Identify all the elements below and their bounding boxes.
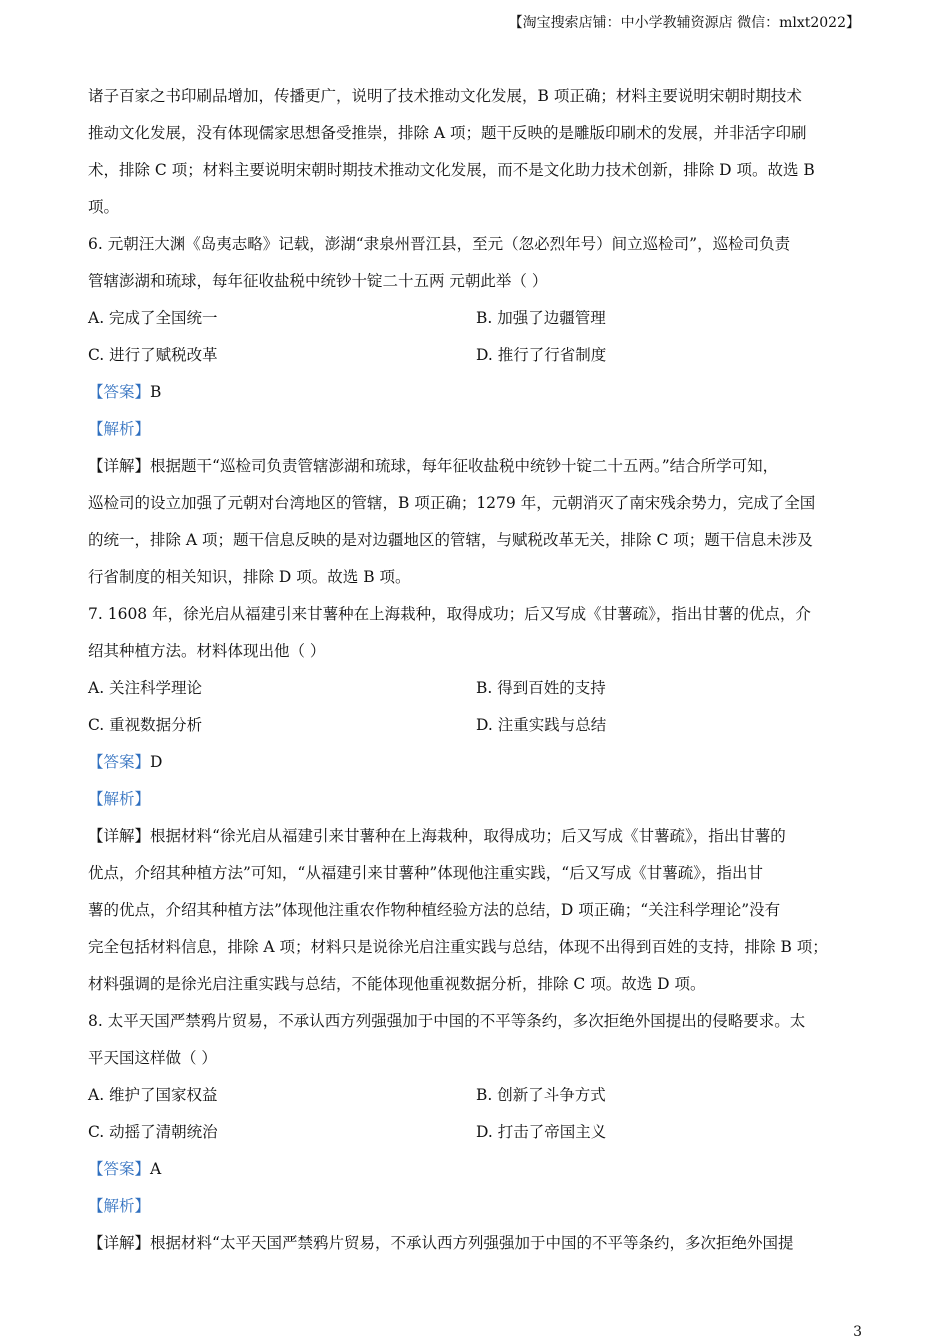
text-line: 术，排除 C 项；材料主要说明宋朝时期技术推动文化发展，而不是文化助力技术创新，排除 D 项。故选 B: [88, 161, 815, 179]
text-line: 诸子百家之书印刷品增加，传播更广，说明了技术推动文化发展，B 项正确；材料主要说明宋朝时期技术: [88, 87, 802, 105]
analysis-label: 【解析】: [88, 1197, 151, 1215]
answer-label: 【答案】: [88, 1160, 151, 1178]
detail-line: 薯的优点，介绍其种植方法”体现他注重农作物种植经验方法的总结，D 项正确；“关注科学理论”没有: [88, 901, 781, 919]
analysis-label: 【解析】: [88, 790, 151, 808]
detail-line: 材料强调的是徐光启注重实践与总结，不能体现他重视数据分析，排除 C 项。故选 D 项。: [88, 975, 706, 993]
text-line: 推动文化发展，没有体现儒家思想备受推崇，排除 A 项；题干反映的是雕版印刷术的发展，并非活字印刷: [88, 124, 807, 142]
options-row: [88, 300, 864, 337]
option-d: D. 打击了帝国主义: [476, 1123, 607, 1141]
option-a: A. 关注科学理论: [88, 679, 203, 697]
options-row: [88, 707, 864, 744]
detail-line: 行省制度的相关知识，排除 D 项。故选 B 项。: [88, 568, 411, 586]
answer-label: 【答案】: [88, 383, 151, 401]
answer-line: [88, 744, 864, 781]
detail-line: 优点，介绍其种植方法”可知，“从福建引来甘薯种”体现他注重实践，“后又写成《甘薯疏》，指出甘: [88, 864, 763, 882]
detail-line: 的统一，排除 A 项；题干信息反映的是对边疆地区的管辖，与赋税改革无关，排除 C 项；题干信息未涉及: [88, 531, 813, 549]
answer-value: D: [150, 753, 163, 771]
detail-line: 巡检司的设立加强了元朝对台湾地区的管辖，B 项正确；1279 年，元朝消灭了南宋残余势力，完成了全国: [88, 494, 816, 512]
analysis-label: 【解析】: [88, 420, 151, 438]
options-row: [88, 1077, 864, 1114]
text-line: 项。: [88, 198, 120, 216]
detail-line: [88, 818, 864, 855]
answer-label: 【答案】: [88, 753, 151, 771]
detail-text: 根据材料“太平天国严禁鸦片贸易，不承认西方列强强加于中国的不平等条约，多次拒绝外国提: [150, 1234, 794, 1252]
question-stem-line: 平天国这样做（ ）: [88, 1049, 217, 1067]
options-row: [88, 1114, 864, 1151]
option-b: B. 得到百姓的支持: [476, 679, 606, 697]
option-c: C. 动摇了清朝统治: [88, 1123, 218, 1141]
continuation-paragraph: [88, 78, 864, 226]
question-6: [88, 226, 864, 596]
question-stem-line: 绍其种植方法。材料体现出他（ ）: [88, 642, 326, 660]
detail-text: 根据题干“巡检司负责管辖澎湖和琉球，每年征收盐税中统钞十锭二十五两。”结合所学可知，: [150, 457, 779, 475]
question-7: [88, 596, 864, 1003]
options-row: [88, 337, 864, 374]
detail-label: 【详解】: [88, 457, 151, 475]
option-a: A. 维护了国家权益: [88, 1086, 218, 1104]
detail-label: 【详解】: [88, 827, 151, 845]
document-body: [88, 78, 864, 1262]
page-number: 3: [853, 1324, 862, 1340]
option-b: B. 加强了边疆管理: [476, 309, 606, 327]
question-8: [88, 1003, 864, 1262]
option-b: B. 创新了斗争方式: [476, 1086, 606, 1104]
question-stem-line: 7. 1608 年，徐光启从福建引来甘薯种在上海栽种，取得成功；后又写成《甘薯疏》，指出甘薯的优点，介: [88, 605, 811, 623]
detail-line: [88, 448, 864, 485]
answer-line: [88, 1151, 864, 1188]
detail-text: 根据材料“徐光启从福建引来甘薯种在上海栽种，取得成功；后又写成《甘薯疏》，指出甘薯的: [150, 827, 786, 845]
detail-line: 完全包括材料信息，排除 A 项；材料只是说徐光启注重实践与总结，体现不出得到百姓的支持，排除 B 项；: [88, 938, 828, 956]
page-header-source: 【淘宝搜索店铺：中小学教辅资源店 微信：mlxt2022】: [508, 15, 860, 31]
answer-line: [88, 374, 864, 411]
question-stem-line: 管辖澎湖和琉球，每年征收盐税中统钞十锭二十五两 元朝此举（ ）: [88, 272, 548, 290]
option-d: D. 推行了行省制度: [476, 346, 607, 364]
answer-value: A: [150, 1160, 162, 1178]
question-stem-line: 6. 元朝汪大渊《岛夷志略》记载，澎湖“隶泉州晋江县，至元（忽必烈年号）间立巡检司”，巡检司负责: [88, 235, 791, 253]
option-c: C. 重视数据分析: [88, 716, 203, 734]
answer-value: B: [150, 383, 162, 401]
option-a: A. 完成了全国统一: [88, 309, 218, 327]
detail-label: 【详解】: [88, 1234, 151, 1252]
question-stem-line: 8. 太平天国严禁鸦片贸易，不承认西方列强强加于中国的不平等条约，多次拒绝外国提出的侵略要求。太: [88, 1012, 806, 1030]
options-row: [88, 670, 864, 707]
option-d: D. 注重实践与总结: [476, 716, 607, 734]
detail-line: [88, 1225, 864, 1262]
option-c: C. 进行了赋税改革: [88, 346, 218, 364]
